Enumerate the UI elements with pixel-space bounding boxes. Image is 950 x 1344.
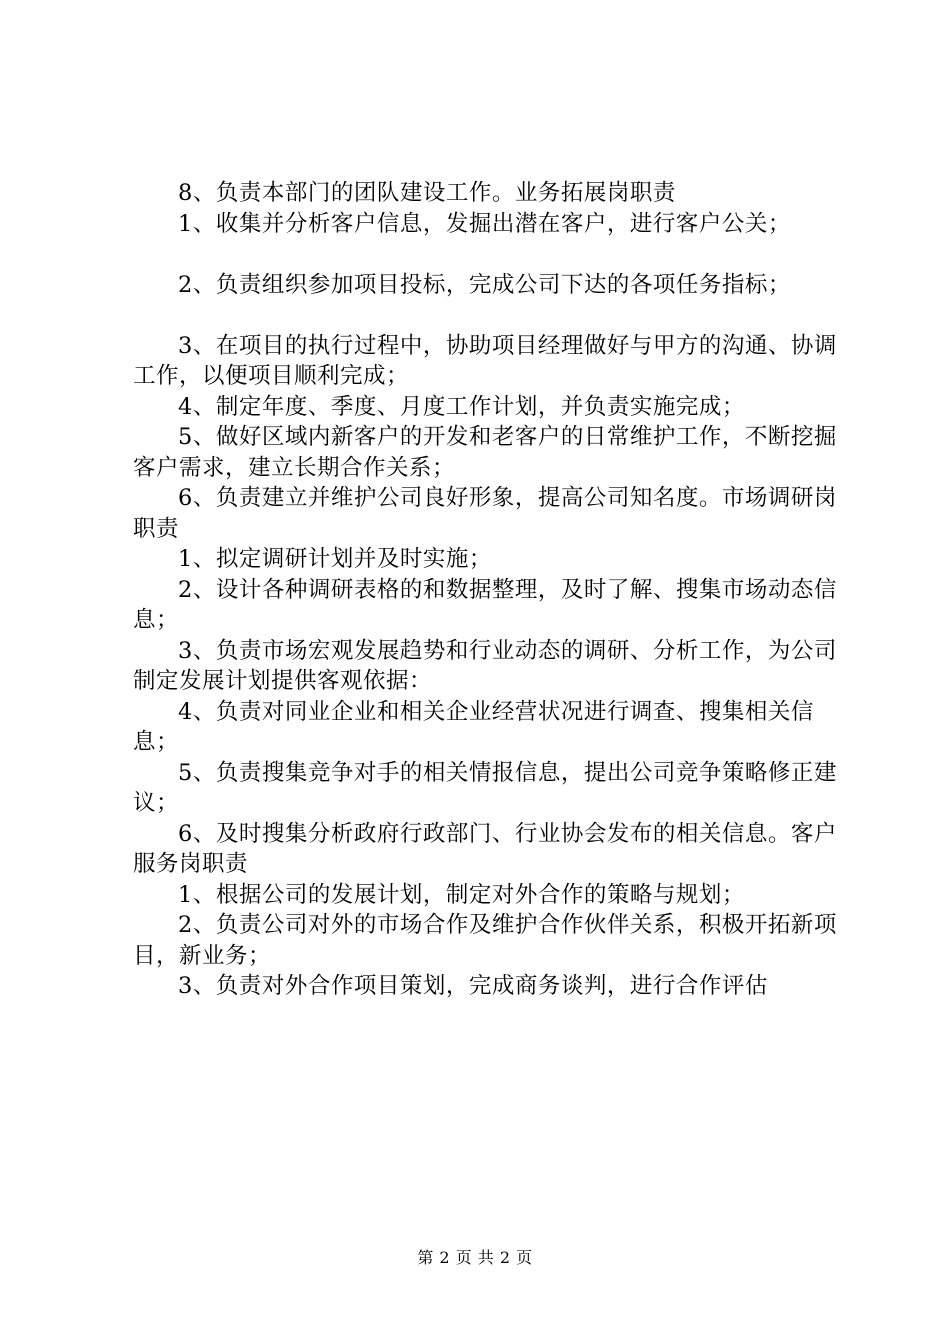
- paragraph: 5、负责搜集竞争对手的相关情报信息，提出公司竞争策略修正建议；: [133, 759, 837, 816]
- paragraph: 3、在项目的执行过程中，协助项目经理做好与甲方的沟通、协调工作，以便项目顺利完成；: [133, 332, 837, 389]
- paragraph: 4、负责对同业企业和相关企业经营状况进行调查、搜集相关信息；: [133, 698, 814, 755]
- paragraph: 2、负责公司对外的市场合作及维护合作伙伴关系，积极开拓新项目，新业务；: [133, 912, 837, 969]
- paragraph: 1、根据公司的发展计划，制定对外合作的策略与规划；: [178, 881, 745, 908]
- paragraph: 1、收集并分析客户信息，发掘出潜在客户，进行客户公关；: [178, 210, 791, 237]
- paragraph: 2、负责组织参加项目投标，完成公司下达的各项任务指标；: [178, 271, 791, 298]
- paragraph: 3、负责对外合作项目策划，完成商务谈判，进行合作评估: [178, 973, 768, 999]
- paragraph: 6、及时搜集分析政府行政部门、行业协会发布的相关信息。客户服务岗职责: [133, 820, 837, 877]
- paragraph: 5、做好区域内新客户的开发和老客户的日常维护工作，不断挖掘客户需求，建立长期合作关系；: [133, 424, 837, 481]
- paragraph: 6、负责建立并维护公司良好形象，提高公司知名度。市场调研岗职责: [133, 485, 837, 542]
- paragraph: 2、设计各种调研表格的和数据整理，及时了解、搜集市场动态信息；: [133, 576, 837, 633]
- paragraph: 4、制定年度、季度、月度工作计划，并负责实施完成；: [178, 393, 745, 420]
- paragraph: 1、拟定调研计划并及时实施；: [178, 546, 492, 572]
- page-number-footer: 第 2 页 共 2 页: [417, 1248, 533, 1267]
- paragraph: 8、负责本部门的团队建设工作。业务拓展岗职责: [178, 180, 676, 206]
- paragraph: 3、负责市场宏观发展趋势和行业动态的调研、分析工作，为公司制定发展计划提供客观依据：: [133, 637, 837, 694]
- document-body: [133, 178, 853, 1002]
